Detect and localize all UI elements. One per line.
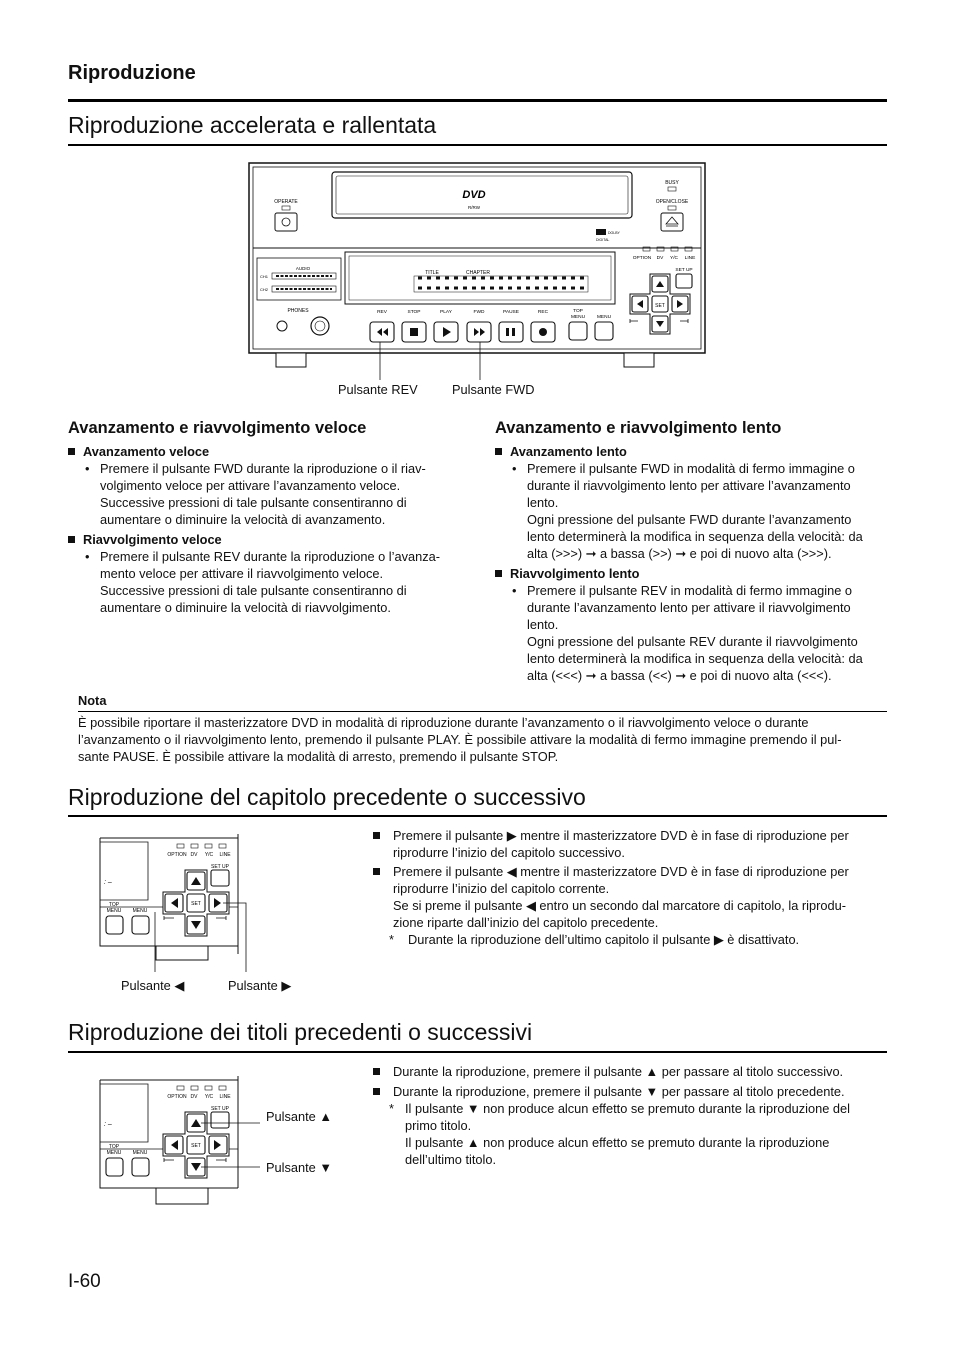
- section-title-titles: Riproduzione dei titoli precedenti o successivi: [68, 1019, 533, 1045]
- svg-text:MENU: MENU: [596, 315, 612, 320]
- fwd-button-caption: Pulsante FWD: [452, 382, 535, 397]
- header-rule: [68, 99, 887, 102]
- stop-label: STOP: [407, 310, 421, 315]
- rev-label: REV: [377, 310, 387, 315]
- svg-text:MENU: MENU: [570, 315, 586, 320]
- bullet-square-icon: [373, 1068, 380, 1075]
- menu-button: [595, 322, 613, 340]
- svg-text:CHAPTER: CHAPTER: [466, 270, 490, 276]
- svg-text:Y/C: Y/C: [204, 852, 214, 858]
- svg-text:SET: SET: [655, 303, 665, 309]
- right-button-caption: Pulsante ▶: [228, 978, 292, 993]
- bullet-square-icon: [68, 536, 75, 543]
- fwd-label: FWD: [473, 310, 485, 315]
- svg-text:PHONES: PHONES: [287, 308, 309, 314]
- operate-label: OPERATE: [274, 199, 298, 205]
- bullet-square-icon: [373, 1088, 380, 1095]
- rev-button-caption: Pulsante REV: [338, 382, 418, 397]
- dvd-recorder-front-panel-figure: [246, 160, 708, 400]
- pause-button: [499, 322, 523, 342]
- svg-text:SET UP: SET UP: [211, 1106, 229, 1112]
- slow-column: Avanzamento lento • Premere il pulsante FWD in modalità di fermo immagine o durante il riavvolgimento lento per attivare l’avanzamento lento. Ogni pressione del pulsante FWD durante l’avanzamento lento determinerà la modifica in sequenza della velocità: da alta (>>>) ➞ a bassa (>>) ➞ e poi di nuovo alta (>>>). Riavvolgimento lento • Premere il pulsante REV in modalità di fermo immagine o durante l’avanzamento lento per attivare il riavvolgimento lento. Ogni pressione del pulsante REV durante il riavvolgimento lento determinerà la modifica in sequenza della velocità: da alta (<<<) ➞ a bassa (<<) ➞ e poi di nuovo alta (<<<).: [495, 443, 886, 684]
- svg-text:MENU: MENU: [132, 908, 148, 914]
- svg-text:DIGITAL: DIGITAL: [596, 238, 610, 242]
- bullet-square-icon: [495, 570, 502, 577]
- svg-text:DV: DV: [190, 1094, 198, 1100]
- top-menu-button: [569, 322, 587, 340]
- svg-text:DV: DV: [656, 256, 664, 261]
- section-rule: [68, 144, 887, 146]
- play-label: PLAY: [440, 310, 452, 315]
- section-title-chapter: Riproduzione del capitolo precedente o successivo: [68, 784, 586, 810]
- chapter-buttons-figure: [98, 834, 248, 972]
- svg-text:OPTION: OPTION: [167, 852, 187, 858]
- section-title-fast-slow: Riproduzione accelerata e rallentata: [68, 112, 437, 138]
- svg-text:MENU: MENU: [132, 1150, 148, 1156]
- svg-text:: ‒: : ‒: [104, 1121, 112, 1128]
- svg-text:TOP: TOP: [108, 902, 120, 908]
- section-rule: [68, 1051, 887, 1053]
- dvd-logo: DVD: [462, 189, 486, 201]
- note-body: È possibile riportare il masterizzatore DVD in modalità di riproduzione durante l’avanzamento o il riavvolgimento veloce o durante l’avanzamento o il riavvolgimento lento, premendo il pulsante PLAY. È possibile attivare la modalità di fermo immagine premendo il pul- sante PAUSE. È possibile attivare la modalità di arresto, premendo il pulsante STOP.: [78, 715, 842, 764]
- down-button-caption: Pulsante ▼: [266, 1160, 333, 1175]
- setup-button: [676, 274, 692, 288]
- note-rule: [78, 711, 887, 712]
- busy-label: BUSY: [665, 180, 679, 186]
- open-close-button: [661, 213, 683, 231]
- chapter-instructions: Premere il pulsante ▶ mentre il masterizzatore DVD è in fase di riproduzione per riprodurre l’inizio del capitolo successivo. Premere il pulsante ◀ mentre il masterizzatore DVD è in fase di riproduzione per riprodurre l’inizio del capitolo corrente. Se si preme il pulsante ◀ entro un secondo dal marcatore di capitolo, la riprodu- zione riparte dall’inizio del capitolo precedente. * Durante la riproduzione dell’ultimo capitolo il pulsante ▶ è disattivato.: [373, 827, 886, 948]
- title-instructions: Durante la riproduzione, premere il pulsante ▲ per passare al titolo successivo. Durante la riproduzione, premere il pulsante ▼ per passare al titolo precedente. * Il pulsante ▼ non produce alcun effetto se premuto durante la riproduzione del primo titolo. Il pulsante ▲ non produce alcun effetto se premuto durante la riproduzione dell’ultimo titolo.: [373, 1063, 886, 1168]
- svg-text:TOP: TOP: [573, 309, 583, 314]
- svg-text:DV: DV: [190, 852, 198, 858]
- svg-text:LINE: LINE: [684, 256, 696, 261]
- pause-label: PAUSE: [503, 310, 519, 315]
- heading-slow: Avanzamento e riavvolgimento lento: [495, 419, 782, 437]
- operate-power-button: [275, 213, 297, 231]
- svg-text:LINE: LINE: [219, 852, 231, 858]
- svg-text:AUDIO: AUDIO: [295, 266, 311, 271]
- bullet-square-icon: [495, 448, 502, 455]
- svg-text:SET UP: SET UP: [675, 268, 693, 273]
- svg-text:CH1: CH1: [260, 274, 269, 279]
- svg-text:Y/C: Y/C: [670, 256, 678, 261]
- svg-text:LINE: LINE: [219, 1094, 231, 1100]
- up-button-caption: Pulsante ▲: [266, 1109, 333, 1124]
- svg-text:TITLE: TITLE: [425, 270, 439, 276]
- page-number: I-60: [68, 1271, 101, 1292]
- bullet-square-icon: [68, 448, 75, 455]
- svg-text:SET UP: SET UP: [211, 864, 229, 870]
- svg-text:SET: SET: [191, 1143, 201, 1149]
- svg-text:OPTION: OPTION: [167, 1094, 187, 1100]
- svg-text:MENU: MENU: [106, 1150, 122, 1156]
- svg-text:SET: SET: [191, 901, 201, 907]
- svg-text:MENU: MENU: [106, 908, 122, 914]
- note-title: Nota: [78, 693, 107, 708]
- open-close-label: OPEN/CLOSE: [655, 199, 689, 205]
- bullet-square-icon: [373, 868, 380, 875]
- left-button-caption: Pulsante ◀: [121, 978, 185, 993]
- svg-text:OPTION: OPTION: [632, 256, 652, 261]
- svg-text:TOP: TOP: [108, 1144, 120, 1150]
- svg-text:: ‒: : ‒: [104, 879, 112, 886]
- bullet-square-icon: [373, 832, 380, 839]
- heading-fast: Avanzamento e riavvolgimento veloce: [68, 419, 367, 437]
- running-header: Riproduzione: [68, 62, 196, 84]
- svg-text:CH2: CH2: [260, 287, 269, 292]
- section-rule: [68, 815, 887, 817]
- svg-text:Y/C: Y/C: [204, 1094, 214, 1100]
- fast-column: Avanzamento veloce • Premere il pulsante FWD durante la riproduzione o il riav- volgimento veloce per attivare l’avanzamento veloce. Successive pressioni di tale pulsante consentiranno di aumentare o diminuire la velocità di avanzamento. Riavvolgimento veloce • Premere il pulsante REV durante la riproduzione o l’avanza- mento veloce per attivare il riavvolgimento veloce. Successive pressioni di tale pulsante consentiranno di aumentare o diminuire la velocità di riavvolgimento.: [68, 443, 459, 616]
- title-buttons-figure: [98, 1076, 344, 1210]
- dvd-logo-sub: R/RW: [468, 205, 480, 210]
- dolby-logo: DOLBY: [608, 231, 620, 235]
- rec-label: REC: [537, 310, 549, 315]
